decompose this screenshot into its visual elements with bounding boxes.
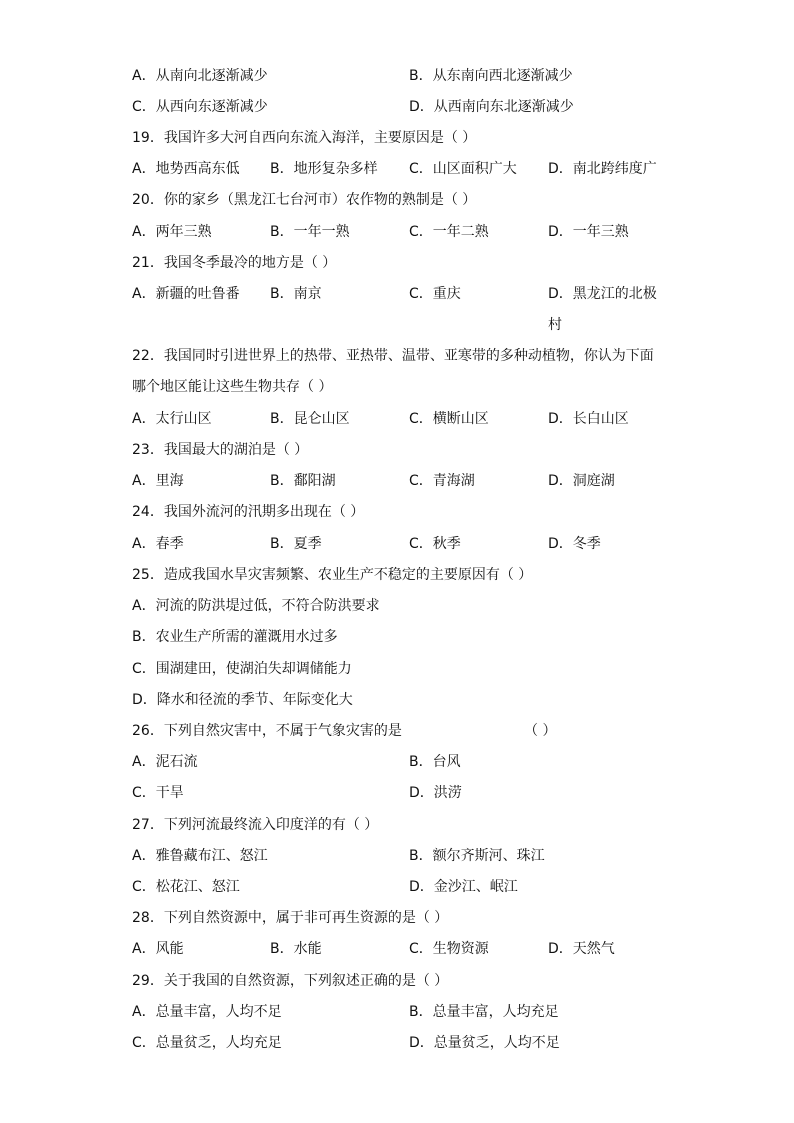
q26-option-b: B．台风 [409,754,461,770]
q24-option-d: D．冬季 [548,536,601,552]
q22-option-b: B．昆仑山区 [270,411,350,427]
q21-stem: 21．我国冬季最冷的地方是（ ） [132,255,337,271]
q22-option-c: C．横断山区 [409,411,489,427]
q26-option-d: D．洪涝 [409,785,462,801]
q19-option-d: D．南北跨纬度广 [548,161,657,177]
q29-option-a: A．总量丰富，人均不足 [132,1004,282,1020]
q26-answer-paren: （ ） [524,723,557,739]
q23-stem: 23．我国最大的湖泊是（ ） [132,442,309,458]
q26-stem: 26．下列自然灾害中，不属于气象灾害的是 [132,723,402,739]
q23-option-b: B．鄱阳湖 [270,473,336,489]
q19-option-c: C．山区面积广大 [409,161,517,177]
q18-option-d: D．从西南向东北逐渐减少 [409,99,574,115]
q19-stem: 19．我国许多大河自西向东流入海洋，主要原因是（ ） [132,130,477,146]
q27-stem: 27．下列河流最终流入印度洋的有（ ） [132,817,379,833]
q18-option-a: A．从南向北逐渐减少 [132,68,268,84]
q22-option-d: D．长白山区 [548,411,629,427]
q25-option-c: C．围湖建田，使湖泊失却调储能力 [132,661,352,677]
q24-option-a: A．春季 [132,536,184,552]
q22-option-a: A．太行山区 [132,411,212,427]
q22-stem: 22．我国同时引进世界上的热带、亚热带、温带、亚寒带的多种动植物，你认为下面哪个地区能让这些生物共存（ ） [132,348,654,395]
q29-option-b: B．总量丰富，人均充足 [409,1004,559,1020]
q28-option-b: B．水能 [270,941,322,957]
q21-option-d: D．黑龙江的北极村 [548,286,657,333]
q28-stem: 28．下列自然资源中，属于非可再生资源的是（ ） [132,910,449,926]
q24-stem: 24．我国外流河的汛期多出现在（ ） [132,504,365,520]
q21-option-a: A．新疆的吐鲁番 [132,286,240,302]
q18-option-c: C．从西向东逐渐减少 [132,99,268,115]
q19-option-b: B．地形复杂多样 [270,161,378,177]
q28-option-a: A．风能 [132,941,184,957]
q19-option-a: A．地势西高东低 [132,161,240,177]
q21-option-c: C．重庆 [409,286,461,302]
q26-option-c: C．干旱 [132,785,184,801]
q25-stem: 25．造成我国水旱灾害频繁、农业生产不稳定的主要原因有（ ） [132,567,533,583]
q29-stem: 29．关于我国的自然资源，下列叙述正确的是（ ） [132,973,449,989]
q20-option-a: A．两年三熟 [132,224,212,240]
q27-option-a: A．雅鲁藏布江、怒江 [132,848,268,864]
q29-option-c: C．总量贫乏，人均充足 [132,1035,282,1051]
q20-option-b: B．一年一熟 [270,224,350,240]
q18-option-b: B．从东南向西北逐渐减少 [409,68,573,84]
q28-option-c: C．生物资源 [409,941,489,957]
q27-option-b: B．额尔齐斯河、珠江 [409,848,545,864]
q23-option-c: C．青海湖 [409,473,475,489]
q23-option-a: A．里海 [132,473,184,489]
q20-stem: 20．你的家乡（黑龙江七台河市）农作物的熟制是（ ） [132,192,477,208]
q21-option-b: B．南京 [270,286,322,302]
q20-option-d: D．一年三熟 [548,224,629,240]
q23-option-d: D．洞庭湖 [548,473,615,489]
q27-option-d: D．金沙江、岷江 [409,879,518,895]
q24-option-c: C．秋季 [409,536,461,552]
q25-option-b: B．农业生产所需的灌溉用水过多 [132,629,338,645]
q24-option-b: B．夏季 [270,536,322,552]
q27-option-c: C．松花江、怒江 [132,879,240,895]
q25-option-a: A．河流的防洪堤过低，不符合防洪要求 [132,598,380,614]
q20-option-c: C．一年二熟 [409,224,489,240]
q28-option-d: D．天然气 [548,941,615,957]
q29-option-d: D．总量贫乏，人均不足 [409,1035,560,1051]
q25-option-d: D．降水和径流的季节、年际变化大 [132,692,353,708]
q26-option-a: A．泥石流 [132,754,198,770]
